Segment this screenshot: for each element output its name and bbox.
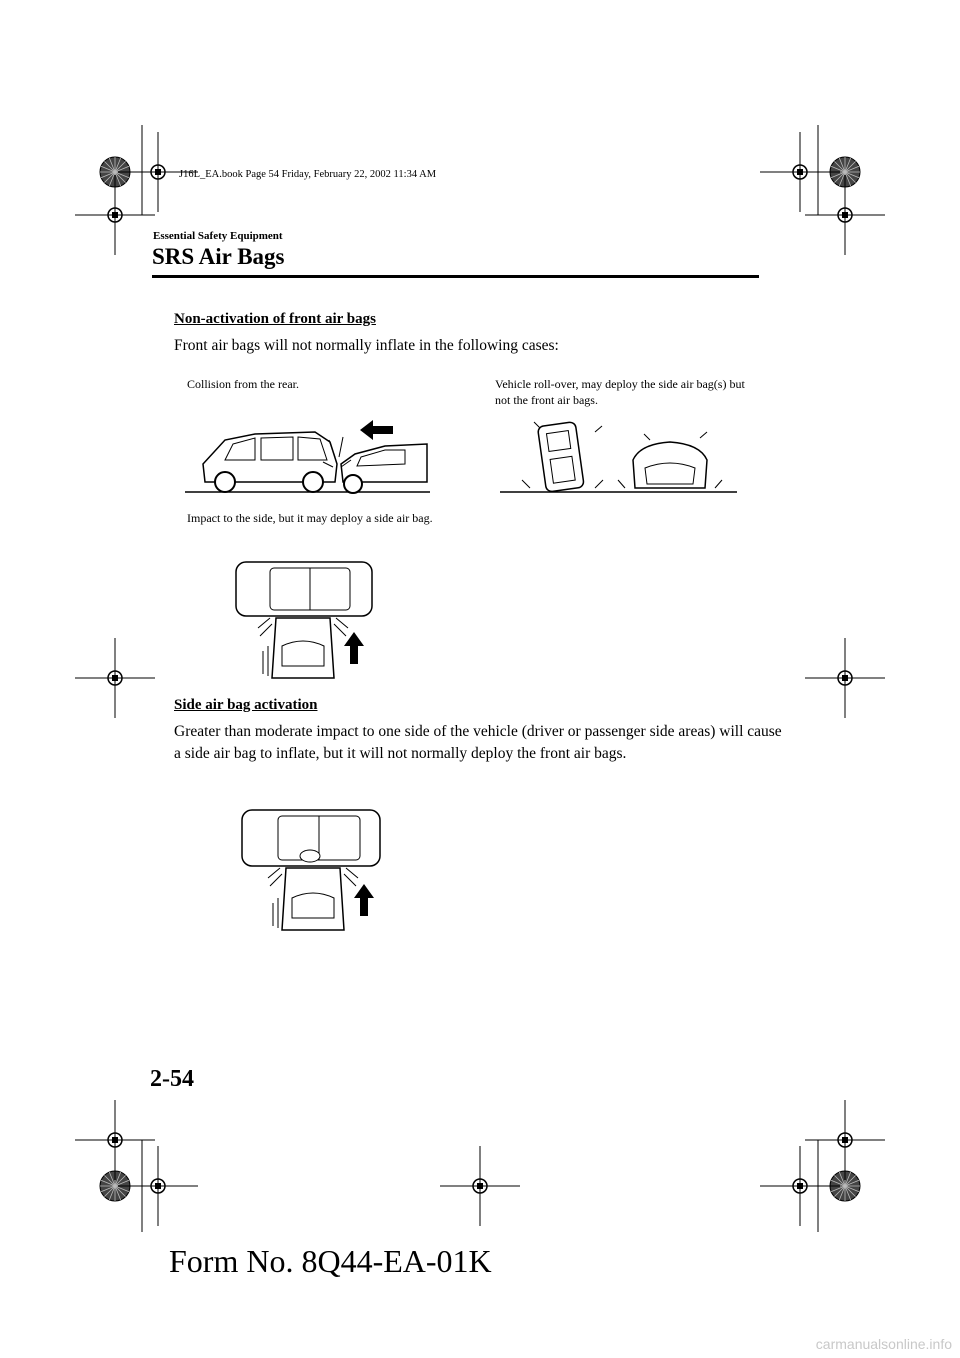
page-title: SRS Air Bags [152, 244, 285, 269]
rear-collision-caption: Collision from the rear. [187, 377, 299, 391]
non-activation-intro: Front air bags will not normally inflate in the following cases: [174, 337, 559, 354]
crosshair-mark-icon [440, 1146, 520, 1226]
crosshair-mark-icon [118, 1146, 198, 1226]
side-activation-heading: Side air bag activation [174, 697, 318, 713]
rollover-caption: Vehicle roll-over, may deploy the side air bag(s) but not the front air bags. [495, 377, 745, 407]
crosshair-mark-icon [75, 175, 155, 255]
crosshair-mark-icon [75, 1100, 155, 1180]
side-impact-activation-illustration [238, 806, 386, 932]
section-label: Essential Safety Equipment [153, 230, 283, 242]
rollover-illustration [500, 418, 740, 498]
crosshair-mark-icon [805, 1100, 885, 1180]
crosshair-mark-icon [760, 1146, 840, 1226]
crosshair-mark-icon [805, 175, 885, 255]
crosshair-mark-icon [75, 638, 155, 718]
crosshair-mark-icon [760, 132, 840, 212]
form-number: Form No. 8Q44-EA-01K [169, 1243, 492, 1279]
non-activation-heading: Non-activation of front air bags [174, 311, 376, 327]
side-activation-text: Greater than moderate impact to one side of the vehicle (driver or passenger side areas) will cause a side air bag to inflate, but it will not normally deploy the front air bags. [174, 723, 782, 762]
side-impact-illustration [230, 556, 375, 681]
title-rule [152, 275, 759, 278]
page-number: 2-54 [150, 1066, 194, 1092]
side-impact-caption: Impact to the side, but it may deploy a side air bag. [187, 511, 433, 525]
book-stamp: J16L_EA.book Page 54 Friday, February 22, 2002 11:34 AM [179, 169, 437, 180]
crosshair-mark-icon [805, 638, 885, 718]
rear-collision-illustration [185, 412, 435, 497]
watermark: carmanualsonline.info [815, 1336, 952, 1352]
